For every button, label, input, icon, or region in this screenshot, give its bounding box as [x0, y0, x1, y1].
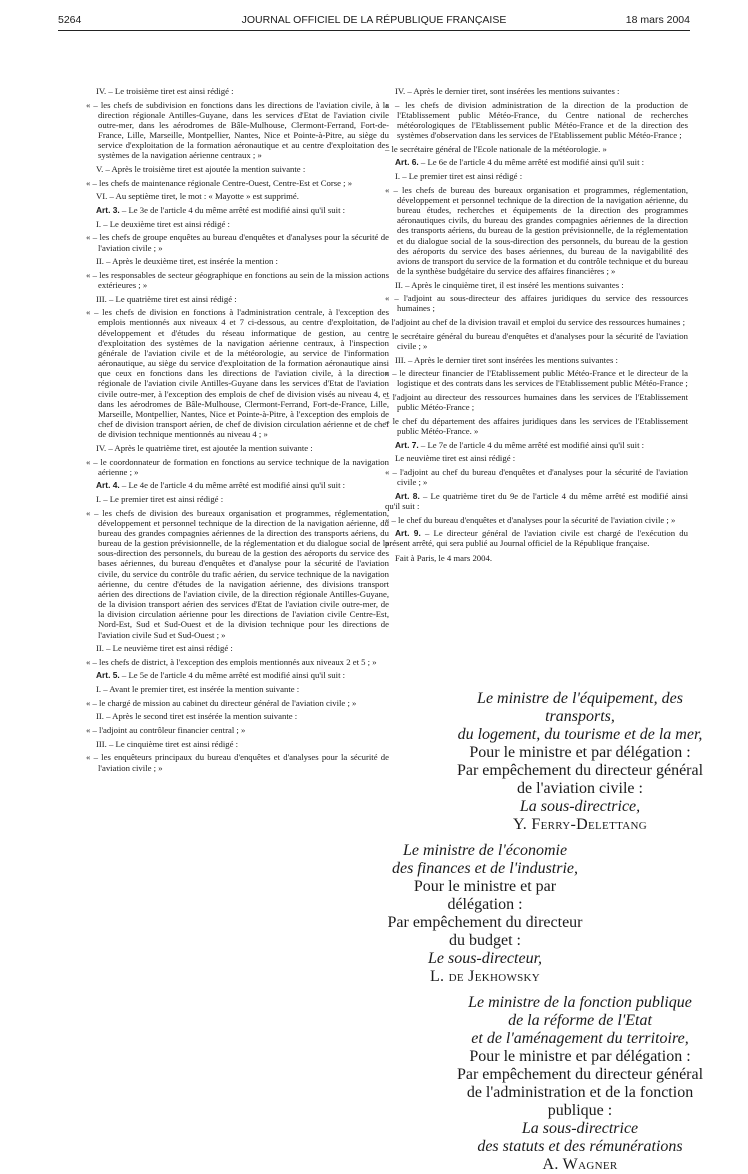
amendment-instruction: IV. – Après le quatrième tiret, est ajoutée la mention suivante :: [96, 442, 313, 453]
amendment-instruction: III. – Après le dernier tiret sont insérées les mentions suivantes :: [395, 354, 618, 365]
sig3-delegation-line-2: Par empêchement du directeur général: [456, 1066, 704, 1083]
sig1-role: La sous-directrice,: [519, 798, 641, 815]
article-paragraph: [86, 205, 389, 215]
quoted-mention: – l'adjoint au directeur des ressources humaines dans les services de l'Etablissement public Météo-France ;: [385, 392, 688, 413]
signature-block-economie: [385, 842, 585, 986]
signature-block-fonction-publique: [455, 994, 705, 1174]
sig1-delegation-line-2: Par empêchement du directeur général: [456, 762, 704, 779]
sig1-name: Y. Ferry-Delettang: [513, 816, 647, 833]
article-number: Art. 3.: [96, 205, 120, 216]
sig3-minister-line-1: Le ministre de la fonction publique: [468, 994, 692, 1011]
signature-block-equipement: [455, 690, 705, 834]
amendment-instruction: III. – Le cinquième tiret est ainsi rédigé :: [96, 738, 239, 749]
article-text: – Le directeur général de l'aviation civile est chargé de l'exécution du présent arrêté, qui sera publié au Journal officiel de la République française.: [385, 528, 688, 549]
quoted-mention: – le secrétaire général du bureau d'enquêtes et d'analyses pour la sécurité de l'aviation civile ; »: [385, 330, 688, 351]
sig3-role-line-1: La sous-directrice: [521, 1120, 639, 1137]
sig3-name: A. Wagner: [542, 1156, 618, 1173]
article-number: Art. 5.: [96, 670, 120, 681]
sig2-name: L. de Jekhowsky: [429, 968, 541, 985]
quoted-mention: « – les chefs de maintenance régionale Centre-Ouest, Centre-Est et Corse ; »: [86, 177, 353, 188]
quoted-mention: « – les chefs de division en fonctions à l'administration centrale, à l'exception des emplois mentionnés aux niveaux 4 et 7 ci-dessous, au centre d'exploitation, de développement et d'études du réseau informatique de gestion, au centre d'exploitation des systèmes de la navigation aérienne centraux, à l'inspection générale de l'aviation civile et de la météorologie, au service de l'information aéronautique, au siège du service d'exploitation de la formation aéronautique ainsi que ceux en fonctions dans les directions de l'aviation civile, à la direction régionale de l'aviation civile Antilles-Guyane dans les services d'Etat de l'aviation civile outre-mer, à l'exception des emplois de chef de division visés au niveau 4, et dans les aérodromes de Bâle-Mulhouse, Clermont-Ferrand, Fort-de-France, Lille, Marseille, Montpellier, Nantes, Nice et Pointe-à-Pitre, à l'exception des emplois de chef de division transport aérien, de chef de division circulation aérienne et de chef de division technique mentionnés au niveau 4 ; »: [86, 307, 389, 440]
article-number: Art. 7.: [395, 439, 419, 450]
amendment-instruction: I. – Le deuxième tiret est ainsi rédigé :: [96, 218, 230, 229]
sig2-delegation-line-1: Pour le ministre et par délégation :: [413, 878, 557, 913]
article-paragraph: [385, 528, 688, 548]
quoted-mention: – l'adjoint au chef de la division travail et emploi du service des ressources humaines ;: [385, 317, 685, 328]
sig2-minister-line-2: des finances et de l'industrie,: [391, 860, 579, 877]
quoted-mention: « – l'adjoint au chef du bureau d'enquêtes et d'analyses pour la sécurité de l'aviation civile ; »: [385, 467, 688, 488]
sig2-minister-line-1: Le ministre de l'économie: [402, 842, 568, 859]
left-column: [86, 86, 389, 776]
issue-date: 18 mars 2004: [625, 14, 690, 26]
sig3-role-line-2: des statuts et des rémunérations: [477, 1138, 683, 1155]
quoted-mention: « – les responsables de secteur géographique en fonctions au sein de la mission actions extérieures ; »: [86, 269, 389, 290]
quoted-mention: « – le coordonnateur de formation en fonctions au service technique de la navigation aérienne ; »: [86, 456, 389, 477]
article-number: Art. 4.: [96, 480, 120, 491]
quoted-mention: « – les chefs de division des bureaux organisation et programmes, réglementation, développement et personnel technique de la direction de la navigation aérienne, du bureau des grandes compagnies aériennes de la direction des transports aériens, du bureau de la gestion prévisionnelle, de la réglementation et du dialogue social de la sous-direction des personnels, du bureau de la gestion des aéroports du service des bases aériennes, du bureau d'enquêtes et d'analyse pour la sécurité de l'aviation civile, du service du contrôle du trafic aérien, du service technique de la navigation aérienne, du centre d'études de la navigation aérienne, des divisions transport aérien des directions de l'aviation civile, de la direction régionale Antilles-Guyane, de la division transport aérien des services d'Etat de l'aviation civile outre-mer, de la division circulation aérienne pour les directions de l'aviation civile Centre-Est, Nord-Est, Sud et Sud-Ouest et de la division technique pour les directions de l'aviation civile Sud et Sud-Ouest ; »: [86, 507, 389, 640]
amendment-instruction: II. – Après le cinquième tiret, il est inséré les mentions suivantes :: [395, 279, 624, 290]
sig1-delegation-line-1: Pour le ministre et par délégation :: [469, 744, 691, 761]
sig2-role: Le sous-directeur,: [427, 950, 543, 967]
article-number: Art. 8.: [395, 490, 420, 501]
sig1-delegation-line-3: de l'aviation civile :: [517, 780, 643, 797]
sig2-delegation-line-2: Par empêchement du directeur du budget :: [387, 914, 583, 949]
quoted-mention: « – les chefs de district, à l'exception des emplois mentionnés aux niveaux 2 et 5 ; »: [86, 656, 377, 667]
right-column: [385, 86, 688, 567]
journal-title: JOURNAL OFFICIEL DE LA RÉPUBLIQUE FRANÇAISE: [241, 14, 507, 26]
article-paragraph: [385, 440, 688, 450]
quoted-mention: « – le chef du bureau d'enquêtes et d'analyses pour la sécurité de l'aviation civile ; »: [385, 514, 676, 525]
article-text: – Le 3e de l'article 4 du même arrêté est modifié ainsi qu'il suit :: [119, 205, 346, 216]
sig3-minister-line-2: de la réforme de l'Etat: [508, 1012, 652, 1029]
article-text: – Le quatrième tiret du 9e de l'article 4 du même arrêté est modifié ainsi qu'il suit :: [385, 490, 688, 511]
amendment-instruction: II. – Le neuvième tiret est ainsi rédigé :: [96, 643, 233, 654]
quoted-mention: « – les enquêteurs principaux du bureau d'enquêtes et d'analyses pour la sécurité de l'aviation civile ; »: [86, 752, 389, 773]
quoted-mention: « – le directeur financier de l'Etablissement public Météo-France et le directeur de la logistique et des contrats dans les services de l'Etablissement public Météo-France ;: [385, 368, 688, 389]
amendment-instruction: III. – Le quatrième tiret est ainsi rédigé :: [96, 293, 237, 304]
amendment-instruction: V. – Après le troisième tiret est ajoutée la mention suivante :: [96, 164, 306, 175]
article-text: – Le 5e de l'article 4 du même arrêté est modifié ainsi qu'il suit :: [119, 670, 346, 681]
article-number: Art. 6.: [395, 157, 419, 168]
sig1-minister-line-2: du logement, du tourisme et de la mer,: [457, 726, 703, 743]
fait-a-paris: Fait à Paris, le 4 mars 2004.: [395, 552, 492, 563]
article-text: – Le 6e de l'article 4 du même arrêté est modifié ainsi qu'il suit :: [418, 157, 645, 168]
amendment-instruction: I. – Avant le premier tiret, est insérée la mention suivante :: [96, 684, 300, 695]
page-number: 5264: [58, 14, 82, 26]
page-header: [58, 14, 690, 31]
quoted-mention: – le chef du département des affaires juridiques dans les services de l'Etablissement public Météo-France. »: [385, 415, 688, 437]
quoted-mention: – le secrétaire général de l'Ecole nationale de la météorologie. »: [385, 143, 607, 154]
article-paragraph: [86, 480, 389, 490]
amendment-instruction: II. – Après le second tiret est insérée la mention suivante :: [96, 711, 298, 722]
quoted-mention: « – l'adjoint au contrôleur financier central ; »: [86, 725, 246, 736]
quoted-mention: « – les chefs de subdivision en fonctions dans les directions de l'aviation civile, à la direction régionale Antilles-Guyane, dans les services d'Etat de l'aviation civile outre-mer, dans les aérodromes de Bâle-Mulhouse, Clermont-Ferrand, Fort-de-France, Lille, Marseille, Montpellier, Nantes, Nice et Pointe-à-Pitre, au siège du service d'exploitation de la formation aéronautique et au centre d'exploitation des systèmes de la navigation aérienne centraux ; »: [86, 99, 389, 161]
amendment-instruction: VI. – Au septième tiret, le mot : « Mayotte » est supprimé.: [96, 191, 299, 202]
sig1-minister-line-1: Le ministre de l'équipement, des transports,: [477, 690, 683, 725]
amendment-instruction: Le neuvième tiret est ainsi rédigé :: [395, 453, 516, 464]
article-number: Art. 9.: [395, 528, 421, 539]
sig3-delegation-line-3: de l'administration et de la fonction publique :: [466, 1084, 694, 1119]
amendment-instruction: IV. – Après le dernier tiret, sont insérées les mentions suivantes :: [395, 86, 620, 96]
quoted-mention: « – les chefs de division administration de la direction de la production de l'Etablissement public Météo-France, du Centre national de recherches météorologiques de l'Etablissement public Météo-France et de la direction des systèmes d'observation dans les services de l'Etablissement public Météo-France ;: [385, 99, 688, 141]
quoted-mention: « – le chargé de mission au cabinet du directeur général de l'aviation civile ; »: [86, 697, 357, 708]
article-paragraph: [385, 157, 688, 167]
quoted-mention: « – les chefs de groupe enquêtes au bureau d'enquêtes et d'analyses pour la sécurité de l'aviation civile ; »: [86, 232, 389, 253]
article-paragraph: [385, 491, 688, 511]
amendment-instruction: I. – Le premier tiret est ainsi rédigé :: [96, 493, 224, 504]
article-text: – Le 4e de l'article 4 du même arrêté est modifié ainsi qu'il suit :: [119, 480, 346, 491]
sig3-delegation-line-1: Pour le ministre et par délégation :: [469, 1048, 691, 1065]
amendment-instruction: II. – Après le deuxième tiret, est insérée la mention :: [96, 256, 278, 267]
amendment-instruction: IV. – Le troisième tiret est ainsi rédigé :: [96, 86, 234, 96]
quoted-mention: « – les chefs de bureau des bureaux organisation et programmes, réglementation, développement et personnel technique de la direction de la navigation aérienne, du bureau études, recherches et équipements de la direction des programmes aéronautiques civils, du bureau des grandes compagnies aériennes de la direction des transports aériens, du bureau de la gestion prévisionnelle, de la réglementation et du dialogue social de la sous-direction des personnels, du bureau de la gestion des aéroports du service des bases aériennes, du bureau de la navigabilité des avions de transport du service de la formation et du contrôle technique et du bureau de la synthèse budgétaire du service des affaires financières ; »: [385, 184, 688, 276]
sig3-minister-line-3: et de l'aménagement du territoire,: [471, 1030, 689, 1047]
amendment-instruction: I. – Le premier tiret est ainsi rédigé :: [395, 171, 523, 182]
article-paragraph: [86, 670, 389, 680]
article-text: – Le 7e de l'article 4 du même arrêté est modifié ainsi qu'il suit :: [418, 439, 645, 450]
quoted-mention: « – l'adjoint au sous-directeur des affaires juridiques du service des ressources humaines ;: [385, 293, 688, 314]
